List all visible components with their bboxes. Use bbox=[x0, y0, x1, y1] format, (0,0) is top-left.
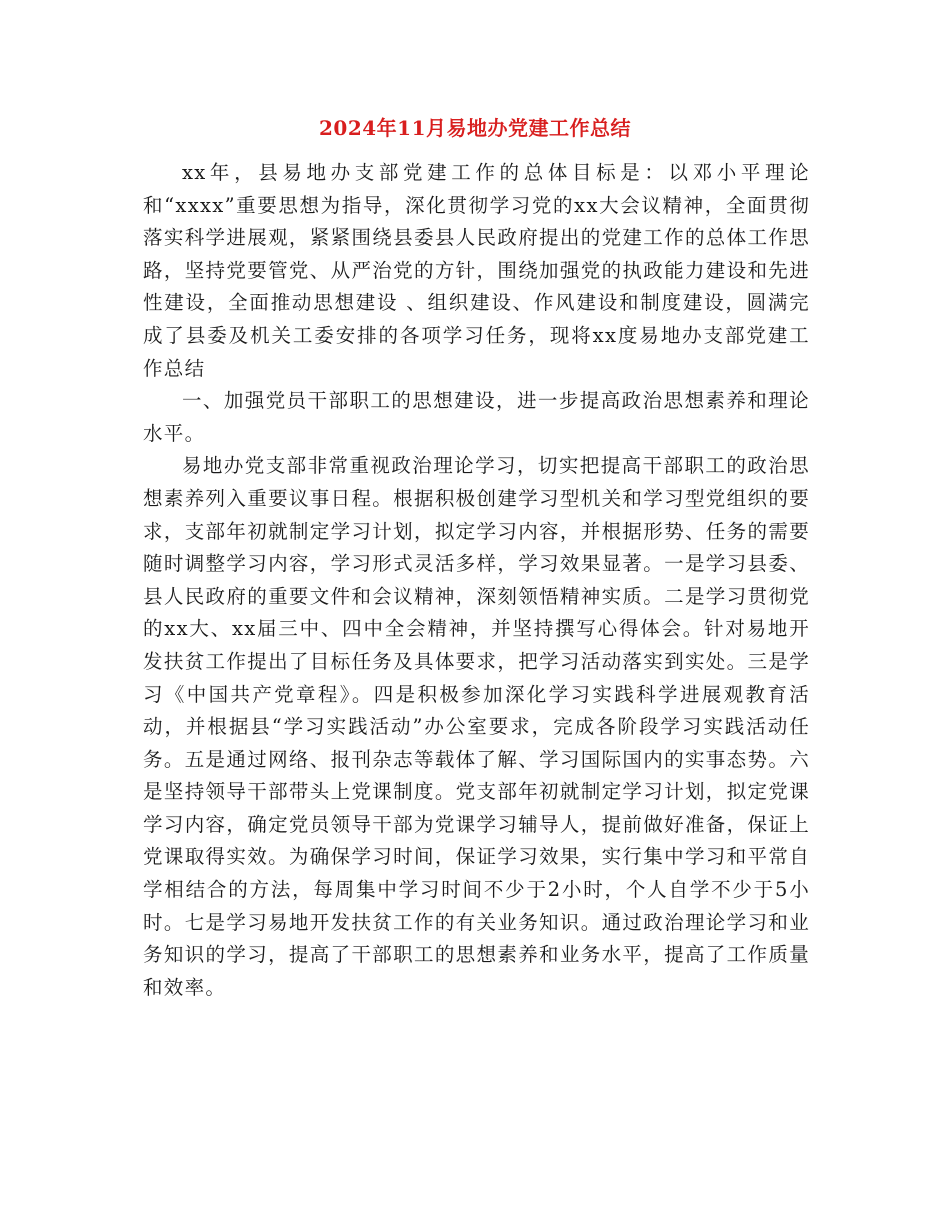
document-body bbox=[143, 157, 810, 1004]
section-heading-paragraph: 一、加强党员干部职工的思想建设，进一步提高政治思想素养和理论水平。 bbox=[143, 389, 810, 445]
study-paragraph: 易地办党支部非常重视政治理论学习，切实把提高干部职工的政治思想素养列入重要议事日程。根据积极创建学习型机关和学习型党组织的要求，支部年初就制定学习计划，拟定学习内容，并根据形势、任务的需要随时调整学习内容，学习形式灵活多样，学习效果显著。一是学习县委、县人民政府的重要文件和会议精神，深刻领悟精神实质。二是学习贯彻党的xx大、xx届三中、四中全会精神，并坚持撰写心得体会。针对易地开发扶贫工作提出了目标任务及具体要求，把学习活动落实到实处。三是学习《中国共产党章程》。四是积极参加深化学习实践科学进展观教育活动，并根据县“学习实践活动”办公室要求，完成各阶段学习实践活动任务。五是通过网络、报刊杂志等载体了解、学习国际国内的实事态势。六是坚持领导干部带头上党课制度。党支部年初就制定学习计划，拟定党课学习内容，确定党员领导干部为党课学习辅导人，提前做好准备，保证上党课取得实效。为确保学习时间，保证学习效果，实行集中学习和平常自学相结合的方法，每周集中学习时间不少于2小时，个人自学不少于5小时。七是学习易地开发扶贫工作的有关业务知识。通过政治理论学习和业务知识的学习，提高了干部职工的思想素养和业务水平，提高了工作质量和效率。 bbox=[143, 454, 810, 999]
document-title: 2024年11月易地办党建工作总结 bbox=[319, 116, 631, 140]
intro-paragraph: xx年，县易地办支部党建工作的总体目标是：以邓小平理论和“xxxx”重要思想为指导，深化贯彻学习党的xx大会议精神，全面贯彻落实科学进展观，紧紧围绕县委县人民政府提出的党建工作的总体工作思路，坚持党要管党、从严治党的方针，围绕加强党的执政能力建设和先进性建设，全面推动思想建设 、组织建设、作风建设和制度建设，圆满完成了县委及机关工委安排的各项学习任务，现将xx度易地办支部党建工作总结 bbox=[143, 161, 810, 380]
